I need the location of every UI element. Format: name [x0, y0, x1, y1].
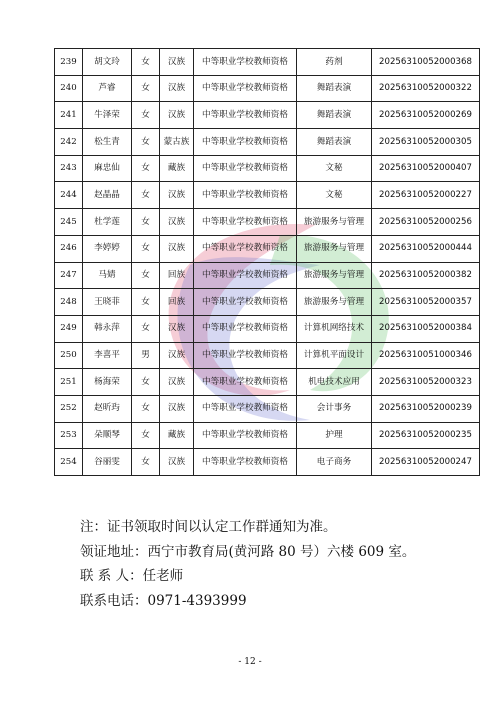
- cell-name: 麻忠仙: [83, 155, 132, 182]
- cell-ethnicity: 汉族: [160, 315, 194, 342]
- cell-certificate-number: 20256310052000247: [372, 449, 480, 476]
- cell-qualification: 中等职业学校教师资格: [194, 235, 297, 262]
- cell-subject: 舞蹈表演: [297, 102, 372, 129]
- cell-sex: 女: [132, 182, 160, 209]
- cell-sex: 女: [132, 209, 160, 236]
- cell-ethnicity: 回族: [160, 262, 194, 289]
- cell-name: 马婧: [83, 262, 132, 289]
- cell-name: 胡文玲: [83, 49, 132, 76]
- table-row: [55, 422, 480, 449]
- cell-number: 239: [55, 49, 83, 76]
- cell-certificate-number: 20256310052000382: [372, 262, 480, 289]
- cell-certificate-number: 20256310052000384: [372, 315, 480, 342]
- cell-number: 246: [55, 235, 83, 262]
- cell-name: 赵昕玙: [83, 395, 132, 422]
- table-row: [55, 129, 480, 156]
- cell-ethnicity: 汉族: [160, 449, 194, 476]
- note-text: 注：证书领取时间以认定工作群通知为准。: [80, 519, 337, 535]
- cell-number: 248: [55, 289, 83, 316]
- cell-certificate-number: 20256310052000227: [372, 182, 480, 209]
- table-row: [55, 342, 480, 369]
- teacher-qualification-table: [54, 48, 480, 476]
- cell-ethnicity: 藏族: [160, 422, 194, 449]
- cell-subject: 护理: [297, 422, 372, 449]
- cell-certificate-number: 20256310052000256: [372, 209, 480, 236]
- cell-name: 杜学莲: [83, 209, 132, 236]
- table-row: [55, 49, 480, 76]
- cell-certificate-number: 20256310052000368: [372, 49, 480, 76]
- cell-sex: 女: [132, 262, 160, 289]
- cell-number: 249: [55, 315, 83, 342]
- cell-subject: 文秘: [297, 155, 372, 182]
- cell-subject: 电子商务: [297, 449, 372, 476]
- cell-sex: 女: [132, 235, 160, 262]
- cell-certificate-number: 20256310052000357: [372, 289, 480, 316]
- cell-sex: 女: [132, 49, 160, 76]
- contact-text: 联 系 人：任老师: [80, 568, 184, 584]
- table-row: [55, 235, 480, 262]
- cell-ethnicity: 汉族: [160, 102, 194, 129]
- table-row: [55, 289, 480, 316]
- table-row: [55, 209, 480, 236]
- cell-qualification: 中等职业学校教师资格: [194, 262, 297, 289]
- cell-sex: 女: [132, 369, 160, 396]
- table-row: [55, 75, 480, 102]
- cell-certificate-number: 20256310052000305: [372, 129, 480, 156]
- table-body: [55, 49, 480, 476]
- cell-qualification: 中等职业学校教师资格: [194, 102, 297, 129]
- cell-ethnicity: 汉族: [160, 369, 194, 396]
- cell-qualification: 中等职业学校教师资格: [194, 129, 297, 156]
- table-row: [55, 102, 480, 129]
- cell-certificate-number: 20256310051000346: [372, 342, 480, 369]
- cell-subject: 文秘: [297, 182, 372, 209]
- cell-ethnicity: 回族: [160, 289, 194, 316]
- cell-name: 芦睿: [83, 75, 132, 102]
- cell-certificate-number: 20256310052000269: [372, 102, 480, 129]
- phone-text: 联系电话：0971-4393999: [80, 592, 247, 609]
- cell-subject: 旅游服务与管理: [297, 235, 372, 262]
- cell-name: 牛泽荣: [83, 102, 132, 129]
- cell-certificate-number: 20256310052000235: [372, 422, 480, 449]
- cell-number: 253: [55, 422, 83, 449]
- cell-number: 242: [55, 129, 83, 156]
- cell-sex: 男: [132, 342, 160, 369]
- cell-name: 李喜平: [83, 342, 132, 369]
- cell-sex: 女: [132, 395, 160, 422]
- cell-certificate-number: 20256310052000239: [372, 395, 480, 422]
- cell-subject: 舞蹈表演: [297, 75, 372, 102]
- cell-subject: 会计事务: [297, 395, 372, 422]
- cell-ethnicity: 汉族: [160, 209, 194, 236]
- table-row: [55, 262, 480, 289]
- cell-number: 245: [55, 209, 83, 236]
- cell-certificate-number: 20256310052000407: [372, 155, 480, 182]
- cell-qualification: 中等职业学校教师资格: [194, 369, 297, 396]
- cell-sex: 女: [132, 449, 160, 476]
- cell-qualification: 中等职业学校教师资格: [194, 449, 297, 476]
- cell-qualification: 中等职业学校教师资格: [194, 395, 297, 422]
- cell-qualification: 中等职业学校教师资格: [194, 422, 297, 449]
- cell-name: 王晓菲: [83, 289, 132, 316]
- cell-qualification: 中等职业学校教师资格: [194, 75, 297, 102]
- cell-ethnicity: 汉族: [160, 342, 194, 369]
- cell-name: 杨海荣: [83, 369, 132, 396]
- cell-qualification: 中等职业学校教师资格: [194, 155, 297, 182]
- cell-number: 247: [55, 262, 83, 289]
- cell-name: 赵晶晶: [83, 182, 132, 209]
- cell-number: 243: [55, 155, 83, 182]
- cell-subject: 药剂: [297, 49, 372, 76]
- cell-ethnicity: 汉族: [160, 182, 194, 209]
- cell-certificate-number: 20256310052000322: [372, 75, 480, 102]
- cell-sex: 女: [132, 102, 160, 129]
- cell-number: 240: [55, 75, 83, 102]
- cell-ethnicity: 藏族: [160, 155, 194, 182]
- cell-qualification: 中等职业学校教师资格: [194, 49, 297, 76]
- cell-certificate-number: 20256310052000323: [372, 369, 480, 396]
- cell-ethnicity: 蒙古族: [160, 129, 194, 156]
- address-text: 领证地址：西宁市教育局(黄河路 80 号）六楼 609 室。: [80, 543, 416, 560]
- cell-name: 朵顺琴: [83, 422, 132, 449]
- cell-name: 松生青: [83, 129, 132, 156]
- cell-qualification: 中等职业学校教师资格: [194, 342, 297, 369]
- cell-number: 244: [55, 182, 83, 209]
- cell-number: 250: [55, 342, 83, 369]
- cell-subject: 计算机平面设计: [297, 342, 372, 369]
- table-row: [55, 449, 480, 476]
- cell-sex: 女: [132, 155, 160, 182]
- cell-ethnicity: 汉族: [160, 395, 194, 422]
- table-row: [55, 315, 480, 342]
- cell-ethnicity: 汉族: [160, 235, 194, 262]
- cell-sex: 女: [132, 289, 160, 316]
- cell-sex: 女: [132, 422, 160, 449]
- cell-name: 李婷婷: [83, 235, 132, 262]
- cell-number: 251: [55, 369, 83, 396]
- page-number: - 12 -: [238, 657, 262, 667]
- cell-ethnicity: 汉族: [160, 75, 194, 102]
- cell-name: 韩永萍: [83, 315, 132, 342]
- table-row: [55, 395, 480, 422]
- table-row: [55, 369, 480, 396]
- cell-sex: 女: [132, 75, 160, 102]
- cell-qualification: 中等职业学校教师资格: [194, 182, 297, 209]
- cell-sex: 女: [132, 129, 160, 156]
- cell-subject: 旅游服务与管理: [297, 262, 372, 289]
- cell-certificate-number: 20256310052000444: [372, 235, 480, 262]
- table-row: [55, 155, 480, 182]
- cell-subject: 计算机网络技术: [297, 315, 372, 342]
- cell-number: 254: [55, 449, 83, 476]
- cell-qualification: 中等职业学校教师资格: [194, 315, 297, 342]
- cell-subject: 机电技术应用: [297, 369, 372, 396]
- cell-subject: 旅游服务与管理: [297, 289, 372, 316]
- cell-sex: 女: [132, 315, 160, 342]
- cell-number: 252: [55, 395, 83, 422]
- cell-qualification: 中等职业学校教师资格: [194, 209, 297, 236]
- cell-number: 241: [55, 102, 83, 129]
- cell-subject: 旅游服务与管理: [297, 209, 372, 236]
- cell-ethnicity: 汉族: [160, 49, 194, 76]
- notes-section: [80, 515, 415, 613]
- table-row: [55, 182, 480, 209]
- cell-qualification: 中等职业学校教师资格: [194, 289, 297, 316]
- cell-subject: 舞蹈表演: [297, 129, 372, 156]
- cell-name: 谷丽雯: [83, 449, 132, 476]
